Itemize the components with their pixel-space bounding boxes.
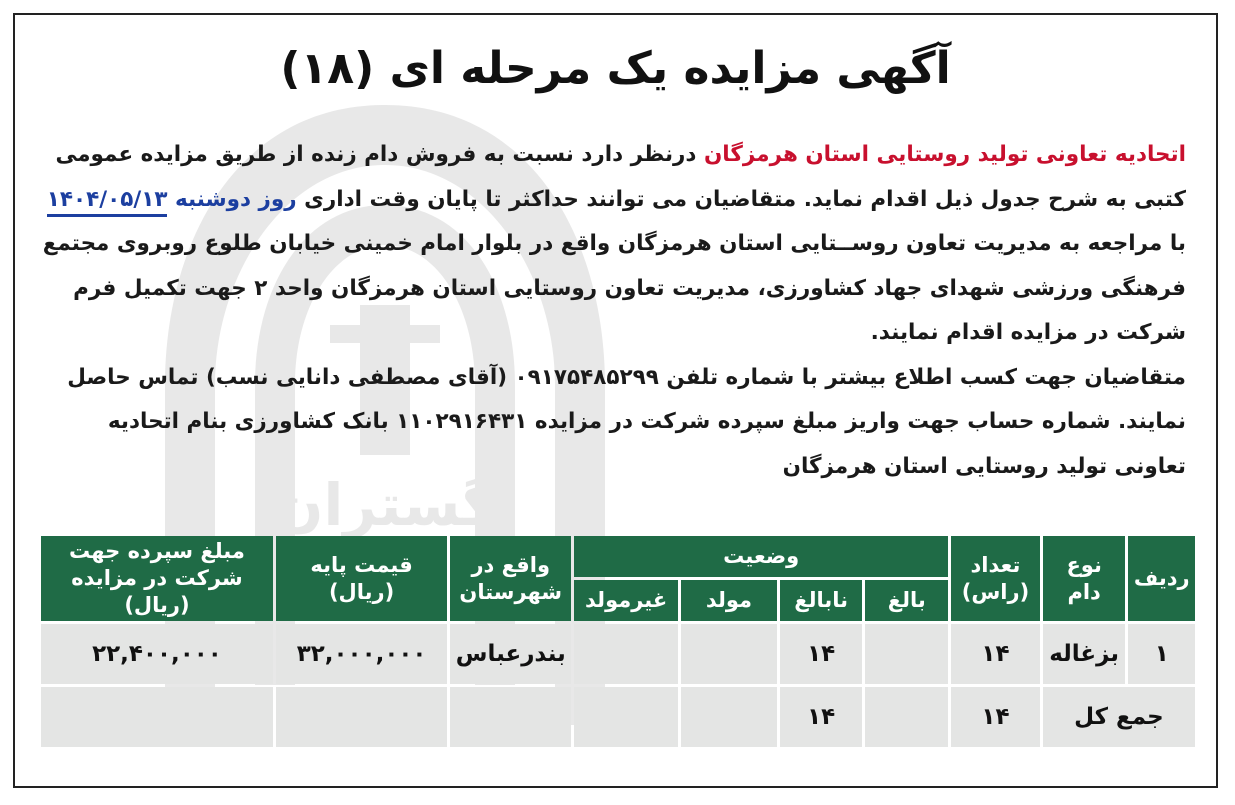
notice-body (42, 133, 1186, 489)
cell-animal-type: بزغاله (1043, 624, 1126, 684)
cell-row-number: ۱ (1128, 624, 1195, 684)
header-status: وضعیت (574, 536, 948, 577)
cell-total-adult (865, 687, 948, 747)
header-row-number: ردیف (1128, 536, 1195, 621)
cell-deposit: ۲۲,۴۰۰,۰۰۰ (41, 624, 273, 684)
auction-table (38, 533, 1198, 750)
body-line-2-text: کتبی به شرح جدول ذیل اقدام نماید. متقاضیان می توانند حداکثر تا پایان وقت اداری (296, 186, 1186, 212)
cell-total-label: جمع کل (1043, 687, 1195, 747)
cell-non-breeder (574, 624, 678, 684)
cell-total-count: ۱۴ (951, 687, 1040, 747)
deadline-date: ۱۴۰۴/۰۵/۱۳ (47, 187, 168, 217)
table-row (41, 624, 1195, 684)
body-line-5: شرکت در مزایده اقدام نمایند. (870, 320, 1186, 345)
header-juvenile: نابالغ (780, 580, 863, 621)
cell-breeder (681, 624, 777, 684)
cell-total-non-breeder (574, 687, 678, 747)
cell-adult (865, 624, 948, 684)
cell-total-location (450, 687, 571, 747)
body-line-7: نمایند. شماره حساب جهت واریز مبلغ سپرده شرکت در مزایده ۱۱۰۲۹۱۶۴۳۱ بانک کشاورزی بنام اتحادیه (107, 409, 1186, 434)
table-header-row-1 (41, 536, 1195, 577)
cell-location: بندرعباس (450, 624, 571, 684)
table-total-row (41, 687, 1195, 747)
notice-title: آگهی مزایده یک مرحله ای (۱۸) (280, 43, 951, 94)
cell-total-breeder (681, 687, 777, 747)
header-location: واقع در شهرستان (450, 536, 571, 621)
cell-total-juvenile: ۱۴ (780, 687, 863, 747)
cell-juvenile: ۱۴ (780, 624, 863, 684)
cell-base-price: ۳۲,۰۰۰,۰۰۰ (276, 624, 447, 684)
header-non-breeder: غیرمولد (574, 580, 678, 621)
organization-name: اتحادیه تعاونی تولید روستایی استان هرمزگان (703, 142, 1186, 167)
body-line-8: تعاونی تولید روستایی استان هرمزگان (782, 453, 1186, 479)
body-line-1-text: درنظر دارد نسبت به فروش دام زنده از طریق مزایده عمومی (55, 142, 704, 167)
body-line-3: با مراجعه به مدیریت تعاون روســتایی استان هرمزگان واقع در بلوار امام خمینی خیابان طلوع روبروی مجتمع (42, 231, 1186, 256)
body-line-2 (45, 178, 1186, 223)
header-base-price: قیمت پایه (ریال) (276, 536, 447, 621)
deadline-day: روز دوشنبه (174, 186, 297, 212)
cell-total-base-price (276, 687, 447, 747)
cell-count: ۱۴ (951, 624, 1040, 684)
body-line-1 (45, 133, 1186, 178)
header-deposit: مبلغ سپرده جهت شرکت در مزایده (ریال) (41, 536, 273, 621)
cell-total-deposit (41, 687, 273, 747)
header-adult: بالغ (865, 580, 948, 621)
header-count: تعداد (راس) (951, 536, 1040, 621)
header-breeder: مولد (681, 580, 777, 621)
watermark-text: گستران (274, 471, 496, 539)
body-line-4: فرهنگی ورزشی شهدای جهاد کشاورزی، مدیریت تعاون روستایی استان هرمزگان واحد ۲ جهت تکمیل فرم (73, 275, 1186, 301)
header-animal-type: نوع دام (1043, 536, 1126, 621)
body-line-6: متقاضیان جهت کسب اطلاع بیشتر با شماره تلفن ۰۹۱۷۵۴۸۵۲۹۹ (آقای مصطفی دانایی نسب) تماس حاصل (67, 364, 1186, 390)
